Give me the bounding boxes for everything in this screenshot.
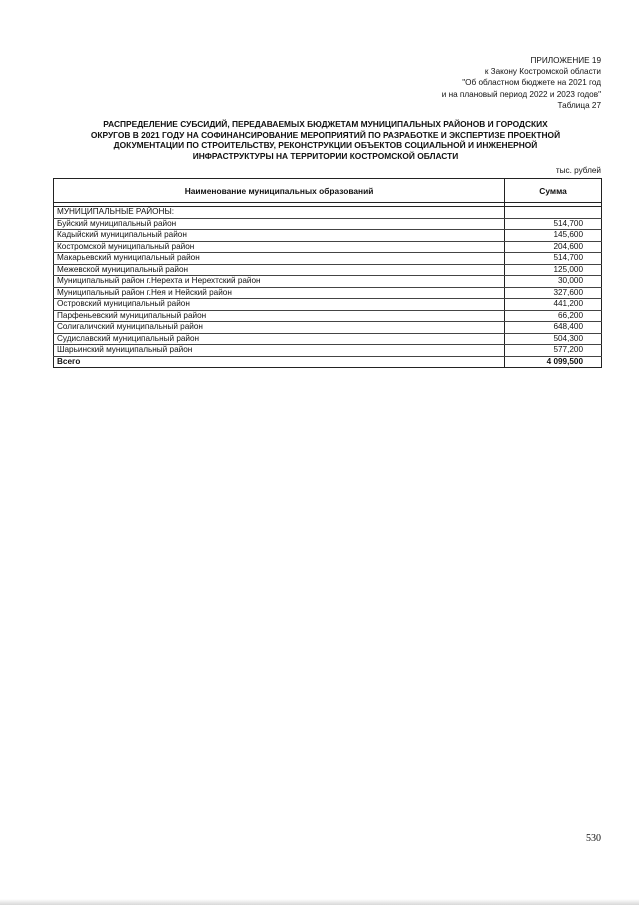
total-row [54,356,602,368]
row-name: Солигаличский муниципальный район [54,322,505,334]
row-name: Островский муниципальный район [54,299,505,311]
row-name: Кадыйский муниципальный район [54,230,505,242]
title-line: РАСПРЕДЕЛЕНИЕ СУБСИДИЙ, ПЕРЕДАВАЕМЫХ БЮДЖЕТАМ МУНИЦИПАЛЬНЫХ РАЙОНОВ И ГОРОДСКИХ [103,119,548,129]
section-row [54,207,602,219]
table-row [54,345,602,357]
subsidy-table [53,178,602,368]
table-row [54,276,602,288]
table-row [54,333,602,345]
appendix-line: и на плановый период 2022 и 2023 годов" [441,89,601,99]
table-row [54,241,602,253]
table-header-row [54,179,602,203]
title-line: ДОКУМЕНТАЦИИ ПО СТРОИТЕЛЬСТВУ, РЕКОНСТРУКЦИИ ОБЪЕКТОВ СОЦИАЛЬНОЙ И ИНЖЕНЕРНОЙ [113,140,538,151]
row-sum: 30,000 [558,276,584,285]
row-name: Макарьевский муниципальный район [54,253,505,265]
table-row [54,299,602,311]
row-sum: 648,400 [553,322,584,331]
row-sum: 145,600 [553,230,584,239]
row-name: Муниципальный район г.Нерехта и Нерехтский район [54,276,505,288]
row-sum: 577,200 [553,345,584,354]
table-row [54,230,602,242]
table-row [54,264,602,276]
row-name: Муниципальный район г.Нея и Нейский район [54,287,505,299]
row-sum: 514,700 [553,253,584,262]
appendix-line: "Об областном бюджете на 2021 год [462,78,601,88]
table-row [54,253,602,265]
appendix-line: к Закону Костромской области [484,67,601,77]
header-name: Наименование муниципальных образований [54,179,505,203]
appendix-header [301,55,601,111]
row-sum: 441,200 [553,299,584,308]
header-sum: Сумма [505,179,602,203]
table-row [54,322,602,334]
total-label: Всего [54,356,505,368]
row-name: Парфеньевский муниципальный район [54,310,505,322]
page-number: 530 [586,833,601,844]
row-name: Костромской муниципальный район [54,241,505,253]
row-name: Судиславский муниципальный район [54,333,505,345]
title-line: ИНФРАСТРУКТУРЫ НА ТЕРРИТОРИИ КОСТРОМСКОЙ ОБЛАСТИ [192,150,459,161]
table-row [54,218,602,230]
appendix-line: ПРИЛОЖЕНИЕ 19 [530,56,601,65]
row-sum: 204,600 [553,241,584,251]
table-row [54,287,602,299]
row-sum: 504,300 [553,333,584,343]
document-title [48,119,603,161]
row-name: Межевской муниципальный район [54,264,505,276]
table-row [54,310,602,322]
row-sum: 125,000 [553,264,584,274]
units-label: тыс. рублей [555,166,601,175]
section-label: МУНИЦИПАЛЬНЫЕ РАЙОНЫ: [54,207,505,219]
row-name: Буйский муниципальный район [54,218,505,230]
row-name: Шарьинский муниципальный район [54,345,505,357]
title-line: ОКРУГОВ В 2021 ГОДУ НА СОФИНАНСИРОВАНИЕ МЕРОПРИЯТИЙ ПО РАЗРАБОТКЕ И ЭКСПЕРТИЗЕ ПРОЕКТНОЙ [90,129,561,140]
row-sum: 327,600 [553,287,584,297]
total-sum: 4 099,500 [546,356,584,366]
scan-edge [0,899,639,905]
row-sum: 514,700 [553,218,584,228]
table-number: Таблица 27 [557,100,601,110]
row-sum: 66,200 [558,310,584,320]
